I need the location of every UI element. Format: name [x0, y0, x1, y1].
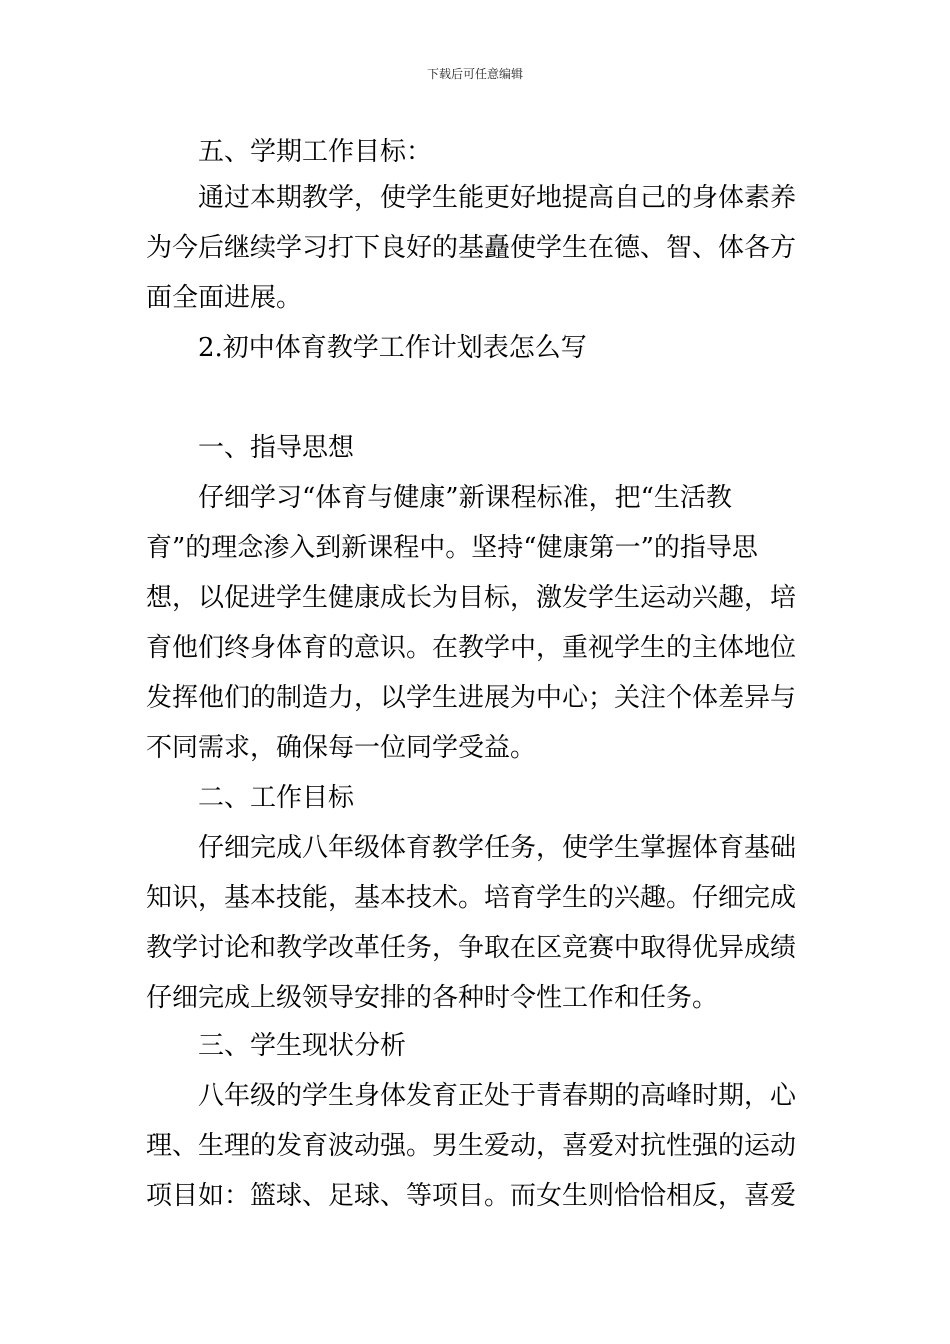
- section-heading-work-goals: 二、工作目标: [198, 783, 355, 813]
- paragraph-line: 发挥他们的制造力，以学生进展为中心；关注个体差异与: [146, 683, 797, 713]
- section-heading-goals: 五、学期工作目标：: [198, 137, 433, 167]
- paragraph-line: 通过本期教学，使学生能更好地提高自己的身体素养: [198, 183, 797, 213]
- paragraph-line: 育他们终身体育的意识。在教学中，重视学生的主体地位: [146, 633, 797, 663]
- paragraph-line: 教学讨论和教学改革任务，争取在区竞赛中取得优异成绩: [146, 933, 797, 963]
- paragraph-line: 为今后继续学习打下良好的基矗使学生在德、智、体各方: [146, 233, 797, 263]
- paragraph-line: 项目如：篮球、足球、等项目。而女生则恰恰相反，喜爱: [146, 1181, 797, 1211]
- article-title: 2.初中体育教学工作计划表怎么写: [198, 333, 587, 363]
- paragraph-line: 育”的理念渗入到新课程中。坚持“健康第一”的指导思: [146, 533, 758, 563]
- paragraph-line: 八年级的学生身体发育正处于青春期的高峰时期，心: [198, 1081, 797, 1111]
- page-header: 下载后可任意编辑: [426, 67, 523, 81]
- paragraph-line: 理、生理的发育波动强。男生爱动，喜爱对抗性强的运动: [146, 1131, 797, 1161]
- paragraph-line: 想，以促进学生健康成长为目标，激发学生运动兴趣，培: [146, 583, 797, 613]
- paragraph-line: 知识，基本技能，基本技术。培育学生的兴趣。仔细完成: [146, 883, 797, 913]
- paragraph-line: 仔细完成八年级体育教学任务，使学生掌握体育基础: [198, 833, 797, 863]
- paragraph-line: 不同需求，确保每一位同学受益。: [146, 733, 537, 763]
- section-heading-guiding-thought: 一、指导思想: [198, 433, 355, 463]
- section-heading-student-analysis: 三、学生现状分析: [198, 1031, 407, 1061]
- paragraph-line: 仔细学习“体育与健康”新课程标准，把“生活教: [198, 483, 732, 513]
- paragraph-line: 面全面进展。: [146, 283, 303, 313]
- paragraph-line: 仔细完成上级领导安排的各种时令性工作和任务。: [146, 983, 719, 1013]
